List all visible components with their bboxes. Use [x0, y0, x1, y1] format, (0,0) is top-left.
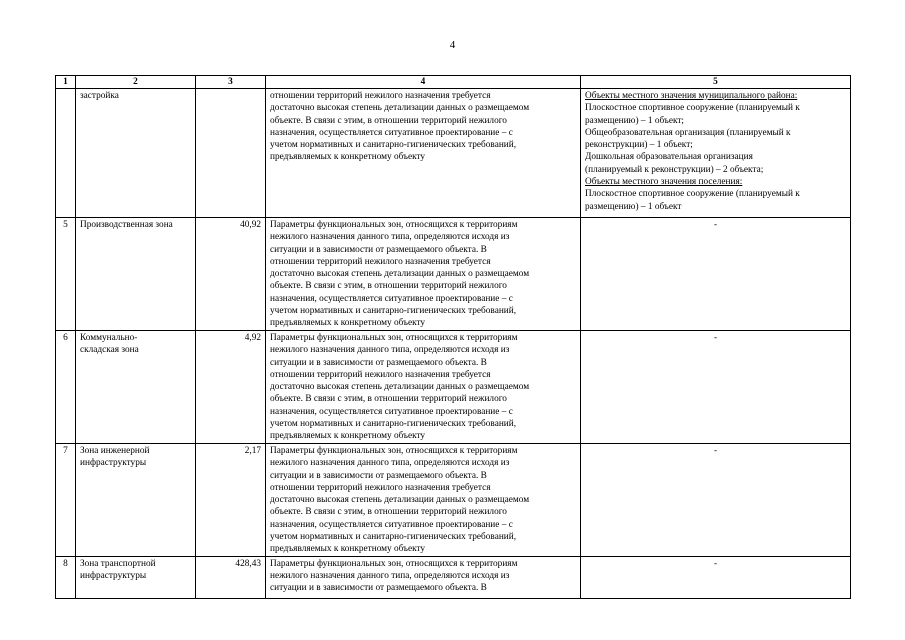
zone-name: складская зона [80, 345, 139, 356]
objects-line: (планируемый к реконструкции) – 2 объекта; [585, 164, 764, 175]
zone-area-cell [196, 89, 266, 218]
table-row [56, 218, 851, 331]
zone-objects-cell [581, 89, 851, 218]
params-line: ситуации и в зависимости от размещаемого объекта. В [270, 470, 487, 481]
params-line: отношении территорий нежилого назначения требуется [270, 91, 491, 101]
params-line: нежилого назначения данного типа, определяются исходя из [270, 232, 510, 243]
objects-line: реконструкции) – 1 объект; [585, 140, 693, 151]
zone-name-cell [76, 556, 196, 598]
zone-area: 428,43 [196, 556, 266, 598]
zone-params-cell [266, 444, 581, 557]
table-row [56, 331, 851, 444]
row-number: 6 [56, 331, 76, 444]
params-line: ситуации и в зависимости от размещаемого объекта. В [270, 244, 487, 255]
params-line: учетом нормативных и санитарно-гигиенических требований, [270, 419, 517, 430]
zone-params-cell [266, 218, 581, 331]
objects-line: Плоскостное спортивное сооружение (планируемый к [585, 103, 800, 114]
zone-objects: - [581, 331, 851, 444]
params-line: учетом нормативных и санитарно-гигиенических требований, [270, 140, 517, 151]
params-line: объекте. В связи с этим, в отношении территорий нежилого [270, 394, 507, 405]
params-line: объекте. В связи с этим, в отношении территорий нежилого [270, 507, 507, 518]
zone-area: 4,92 [196, 331, 266, 444]
page-number: 4 [449, 39, 456, 51]
header-col-1: 1 [56, 76, 76, 89]
params-line: достаточно высокая степень детализации данных о размещаемом [270, 269, 530, 280]
zone-area: 40,92 [196, 218, 266, 331]
objects-heading: Объекты местного значения поселения: [585, 177, 743, 188]
params-line: Параметры функциональных зон, относящихся к территориям [270, 220, 518, 230]
params-line: предъявляемых к конкретному объекту [270, 431, 426, 442]
zone-name-cell [76, 444, 196, 557]
zone-area: 2,17 [196, 444, 266, 557]
zone-params-cell [266, 331, 581, 444]
params-line: предъявляемых к конкретному объекту [270, 152, 426, 163]
table-row [56, 444, 851, 557]
objects-line: Дошкольная образовательная организация [585, 152, 753, 163]
params-line: достаточно высокая степень детализации данных о размещаемом [270, 103, 530, 114]
zone-name-cell [76, 89, 196, 218]
zone-params-cell [266, 89, 581, 218]
table-row-continued [56, 89, 851, 218]
params-line: предъявляемых к конкретному объекту [270, 318, 426, 329]
zone-objects: - [581, 218, 851, 331]
zone-name: инфраструктуры [80, 458, 147, 469]
params-line: отношении территорий нежилого назначения требуется [270, 482, 491, 493]
zone-objects: - [581, 444, 851, 557]
header-col-3: 3 [196, 76, 266, 89]
params-line: ситуации и в зависимости от размещаемого объекта. В [270, 583, 487, 594]
params-line: учетом нормативных и санитарно-гигиенических требований, [270, 306, 517, 317]
header-col-5: 5 [581, 76, 851, 89]
zone-name-cell [76, 331, 196, 444]
zone-name: застройка [80, 91, 119, 101]
params-line: ситуации и в зависимости от размещаемого объекта. В [270, 357, 487, 368]
zone-name: Зона транспортной [80, 558, 156, 569]
params-line: нежилого назначения данного типа, определяются исходя из [270, 458, 510, 469]
zone-name: Коммунально- [80, 333, 138, 343]
objects-line: Плоскостное спортивное сооружение (планируемый к [585, 189, 800, 200]
params-line: объекте. В связи с этим, в отношении территорий нежилого [270, 115, 507, 126]
params-line: Параметры функциональных зон, относящихся к территориям [270, 558, 518, 569]
table-row [56, 556, 851, 598]
objects-line: размещению) – 1 объект [585, 201, 682, 212]
zone-params-cell [266, 556, 581, 598]
zone-name-cell [76, 218, 196, 331]
params-line: отношении территорий нежилого назначения требуется [270, 256, 491, 267]
header-col-2: 2 [76, 76, 196, 89]
params-line: назначения, осуществляется ситуативное проектирование – с [270, 127, 513, 138]
params-line: предъявляемых к конкретному объекту [270, 544, 426, 555]
row-number: 8 [56, 556, 76, 598]
params-line: назначения, осуществляется ситуативное проектирование – с [270, 519, 513, 530]
zone-name: Зона инженерной [80, 446, 150, 456]
zone-objects: - [581, 556, 851, 598]
zone-name: инфраструктуры [80, 570, 147, 581]
objects-line: размещению) – 1 объект; [585, 115, 684, 126]
params-line: Параметры функциональных зон, относящихся к территориям [270, 446, 518, 456]
zones-table [55, 75, 851, 599]
row-number-cell [56, 89, 76, 218]
header-col-4: 4 [266, 76, 581, 89]
params-line: нежилого назначения данного типа, определяются исходя из [270, 345, 510, 356]
objects-heading: Объекты местного значения муниципального района: [585, 91, 798, 101]
table-header-row [56, 76, 851, 89]
objects-line: Общеобразовательная организация (планируемый к [585, 127, 791, 138]
params-line: Параметры функциональных зон, относящихся к территориям [270, 333, 518, 343]
zone-name: Производственная зона [80, 220, 173, 230]
params-line: назначения, осуществляется ситуативное проектирование – с [270, 406, 513, 417]
params-line: отношении территорий нежилого назначения требуется [270, 369, 491, 380]
row-number: 5 [56, 218, 76, 331]
params-line: достаточно высокая степень детализации данных о размещаемом [270, 495, 530, 506]
params-line: объекте. В связи с этим, в отношении территорий нежилого [270, 281, 507, 292]
params-line: достаточно высокая степень детализации данных о размещаемом [270, 382, 530, 393]
params-line: учетом нормативных и санитарно-гигиенических требований, [270, 532, 517, 543]
params-line: назначения, осуществляется ситуативное проектирование – с [270, 293, 513, 304]
params-line: нежилого назначения данного типа, определяются исходя из [270, 570, 510, 581]
row-number: 7 [56, 444, 76, 557]
